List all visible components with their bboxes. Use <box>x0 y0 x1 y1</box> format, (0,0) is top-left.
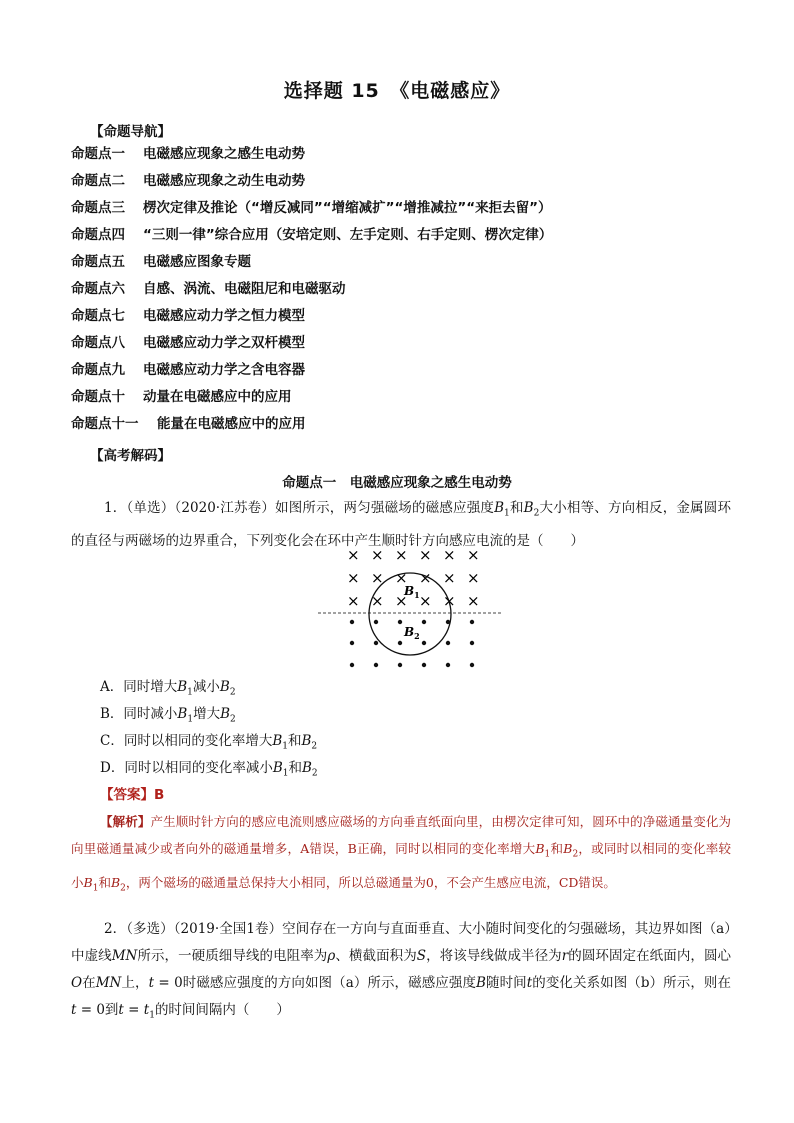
topic-text: 能量在电磁感应中的应用 <box>157 416 306 432</box>
topic-item <box>71 173 751 200</box>
dot-mark <box>398 620 402 624</box>
dot-mark <box>470 641 474 645</box>
cross-mark: × <box>443 546 456 564</box>
dot-mark <box>446 641 450 645</box>
topic-number: 命题点五 <box>71 254 125 270</box>
dot-mark <box>398 641 402 645</box>
option-d[interactable]: D．同时以相同的变化率减小$B_1$和$B_2$ <box>100 760 318 779</box>
cross-mark: × <box>395 592 408 610</box>
topic-number: 命题点十 <box>71 389 125 405</box>
cross-mark: × <box>371 592 384 610</box>
topic-text: 电磁感应动力学之双杆模型 <box>143 335 305 351</box>
cross-mark: × <box>395 546 408 564</box>
topic-list <box>71 146 751 443</box>
topic-text: “三则一律”综合应用（安培定则、左手定则、右手定则、楞次定律） <box>143 227 553 243</box>
b2-label: $B_2$ <box>404 625 420 641</box>
dot-mark <box>374 663 378 667</box>
cross-mark: × <box>443 569 456 587</box>
topic-number: 命题点六 <box>71 281 125 297</box>
option-b[interactable]: B．同时减小$B_1$增大$B_2$ <box>100 706 236 725</box>
topic-item <box>71 308 751 335</box>
exam-heading: 【高考解码】 <box>90 448 171 464</box>
topic-text: 电磁感应动力学之含电容器 <box>143 362 305 378</box>
dot-mark <box>374 641 378 645</box>
dot-mark <box>350 620 354 624</box>
question-1-stem: 1．（单选）（2020·江苏卷）如图所示，两匀强磁场的磁感应强度$B_1$和$B_2$大小相等、方向相反，金属圆环的直径与两磁场的边界重合，下列变化会在环中产生顺时针方向感应电流的是（ ） <box>71 500 731 549</box>
b1-label: $B_1$ <box>404 584 420 600</box>
dot-mark <box>422 663 426 667</box>
topic-text: 电磁感应现象之动生电动势 <box>143 173 305 189</box>
topic-text: 动量在电磁感应中的应用 <box>143 389 292 405</box>
nav-heading: 【命题导航】 <box>90 124 171 140</box>
topic-number: 命题点八 <box>71 335 125 351</box>
cross-mark: × <box>467 569 480 587</box>
cross-mark: × <box>419 592 432 610</box>
question-2-stem: 2．（多选）（2019·全国1卷）空间存在一方向与直面垂直、大小随时间变化的匀强磁场，其边界如图（a）中虚线MN所示，一硬质细导线的电阻率为ρ、横截面积为S，将该导线做成半径为r的圆环固定在纸面内，圆心O在MN上，t = 0时磁感应强度的方向如图（a）所示，磁感应强度B随时间t的变化关系如图（b）所示，则在t = 0到$t = t_1$的时间间隔内（ ） <box>71 921 732 1021</box>
cross-mark: × <box>347 569 360 587</box>
cross-mark: × <box>443 592 456 610</box>
topic-text: 电磁感应现象之感生电动势 <box>143 146 305 162</box>
topic-number: 命题点七 <box>71 308 125 324</box>
cross-mark: × <box>419 546 432 564</box>
topic-item <box>71 281 751 308</box>
topic-item <box>71 254 751 281</box>
topic-text: 电磁感应图象专题 <box>143 254 251 270</box>
cross-mark: × <box>371 546 384 564</box>
option-a[interactable]: A．同时增大$B_1$减小$B_2$ <box>100 679 236 698</box>
topic-item <box>71 416 751 443</box>
magnetic-field-figure <box>310 545 510 670</box>
cross-mark: × <box>371 569 384 587</box>
dot-mark <box>422 641 426 645</box>
topic-item <box>71 146 751 173</box>
dot-mark <box>470 620 474 624</box>
topic-item <box>71 389 751 416</box>
topic-number: 命题点三 <box>71 200 125 216</box>
section-subtitle: 命题点一 电磁感应现象之感生电动势 <box>282 475 512 491</box>
field-into-page-marks <box>347 546 480 610</box>
topic-item <box>71 200 751 227</box>
answer-label: 【答案】B <box>100 787 165 803</box>
cross-mark: × <box>419 569 432 587</box>
topic-text: 电磁感应动力学之恒力模型 <box>143 308 305 324</box>
topic-text: 楞次定律及推论（“增反减同”“增缩减扩”“增推减拉”“来拒去留”） <box>143 200 552 216</box>
topic-number: 命题点十一 <box>71 416 139 432</box>
topic-item <box>71 227 751 254</box>
cross-mark: × <box>467 592 480 610</box>
topic-number: 命题点四 <box>71 227 125 243</box>
topic-number: 命题点九 <box>71 362 125 378</box>
dot-mark <box>470 663 474 667</box>
dot-mark <box>350 641 354 645</box>
topic-text: 自感、涡流、电磁阻尼和电磁驱动 <box>143 281 346 297</box>
page-title: 选择题 15 《电磁感应》 <box>283 80 511 102</box>
topic-number: 命题点一 <box>71 146 125 162</box>
dot-mark <box>398 663 402 667</box>
topic-item <box>71 335 751 362</box>
dot-mark <box>422 620 426 624</box>
cross-mark: × <box>347 546 360 564</box>
option-c[interactable]: C．同时以相同的变化率增大$B_1$和$B_2$ <box>100 733 318 752</box>
dot-mark <box>446 663 450 667</box>
dot-mark <box>374 620 378 624</box>
analysis-text: 【解析】产生顺时针方向的感应电流则感应磁场的方向垂直纸面向里，由楞次定律可知，圆环中的净磁通量变化为向里磁通量减少或者向外的磁通量增多，A错误，B正确，同时以相同的变化率增大$B_1$和$B_2$，或同时以相同的变化率较小$B_1$和$B_2$，两个磁场的磁通量总保持大小相同，所以总磁通量为0，不会产生感应电流，CD错误。 <box>71 814 731 893</box>
topic-number: 命题点二 <box>71 173 125 189</box>
cross-mark: × <box>395 569 408 587</box>
dot-mark <box>350 663 354 667</box>
cross-mark: × <box>467 546 480 564</box>
topic-item <box>71 362 751 389</box>
cross-mark: × <box>347 592 360 610</box>
